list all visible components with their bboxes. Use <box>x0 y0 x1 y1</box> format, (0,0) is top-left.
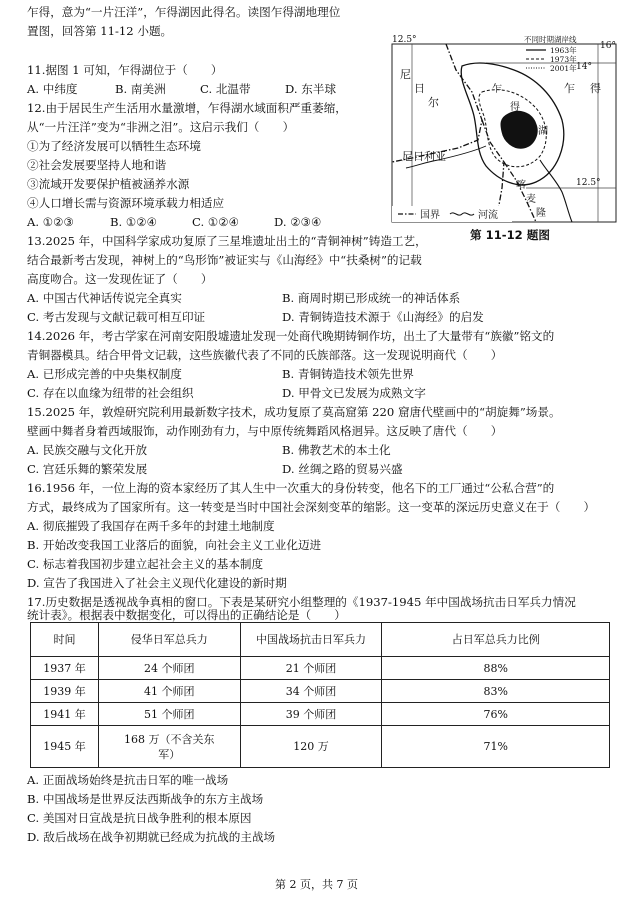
cell-total-line-1: 168 万（不含关东 <box>124 732 215 746</box>
cell-total: 51 个师团 <box>98 703 240 726</box>
cell-total: 24 个师团 <box>98 657 240 680</box>
q12-stem-2: 从“一片汪洋”变为“非洲之泪”。这启示我们（ ） <box>27 120 295 134</box>
q15-option-b: B. 佛教艺术的本土化 <box>282 443 391 457</box>
q12-option-b: B. ①②④ <box>110 215 158 229</box>
cell-year: 1941 年 <box>31 703 99 726</box>
cell-year: 1945 年 <box>31 726 99 768</box>
q15-option-d: D. 丝绸之路的贸易兴盛 <box>282 462 403 476</box>
q16-option-d: D. 宣告了我国进入了社会主义现代化建设的新时期 <box>27 576 287 590</box>
q15-option-a: A. 民族交融与文化开放 <box>27 443 148 457</box>
cell-china: 39 个师团 <box>240 703 382 726</box>
legend-river-label: 河流 <box>478 210 498 221</box>
q16-stem-1: 16.1956 年，一位上海的资本家经历了其人生中一次重大的身份转变，他名下的工厂通过“公私合营”的 <box>27 481 555 495</box>
q17-stem-1: 17.历史数据是透视战争真相的窗口。下表是某研究小组整理的《1937-1945 年中国战场抗击日军兵力情况 <box>27 595 576 609</box>
q17-option-b: B. 中国战场是世界反法西斯战争的东方主战场 <box>27 792 264 806</box>
cell-total-line-2: 军） <box>158 747 181 761</box>
label-lake-1: 乍 <box>492 84 502 95</box>
q16-option-b: B. 开始改变我国工业落后的面貌，向社会主义工业化迈进 <box>27 538 322 552</box>
q13-stem-2: 结合最新考古发现，神树上的“鸟形饰”被证实与《山海经》中“扶桑树”的记载 <box>27 253 422 267</box>
label-cameroon-1: 喀 <box>516 180 526 191</box>
q15-stem-2: 壁画中舞者身着西域服饰，动作刚劲有力，与中原传统舞蹈风格迥异。这反映了唐代（ ） <box>27 424 503 438</box>
header-ratio: 占日军总兵力比例 <box>382 623 610 657</box>
q13-option-d: D. 青铜铸造技术源于《山海经》的启发 <box>282 310 484 324</box>
q13-stem-3: 高度吻合。这一发现佐证了（ ） <box>27 272 213 286</box>
page-number-footer: 第 2 页，共 7 页 <box>275 878 358 891</box>
q15-stem-1: 15.2025 年，敦煌研究院利用最新数字技术，成功复原了莫高窟第 220 窟唐代壁画中的“胡旋舞”场景。 <box>27 405 561 419</box>
q16-stem-2: 方式，最终成为了国家所有。这一转变是当时中国社会深刻变革的缩影。这一变革的深远历史意义在于（ ） <box>27 500 596 514</box>
label-cameroon-3: 隆 <box>536 208 546 219</box>
lon-right-label: 16° <box>600 41 616 51</box>
table-header-row <box>31 623 610 657</box>
lake-chad-map <box>386 30 618 224</box>
q14-option-c: C. 存在以血缘为纽带的社会组织 <box>27 386 194 400</box>
q14-stem-2: 青铜器模具。结合甲骨文记载，这些族徽代表了不同的氏族部落。这一发现说明商代（ ） <box>27 348 503 362</box>
q12-option-c: C. ①②④ <box>192 215 240 229</box>
q16-option-a: A. 彻底摧毁了我国存在两千多年的封建土地制度 <box>27 519 275 533</box>
cell-total <box>98 726 240 768</box>
label-cameroon-2: 麦 <box>526 194 536 205</box>
legend-2001: 2001年 <box>550 64 577 73</box>
q14-option-d: D. 甲骨文已发展为成熟文字 <box>282 386 426 400</box>
table-row <box>31 703 610 726</box>
header-year: 时间 <box>31 623 99 657</box>
lat-bottom-label: 12.5° <box>576 178 601 188</box>
map-caption: 第 11-12 题图 <box>470 228 550 242</box>
q14-option-b: B. 青铜铸造技术领先世界 <box>282 367 414 381</box>
header-china-front: 中国战场抗击日军兵力 <box>240 623 382 657</box>
legend-title: 不同时期湖岸线 <box>524 35 577 44</box>
table-row <box>31 657 610 680</box>
lat-top-label: 14° <box>576 62 592 72</box>
lon-left-label: 12.5° <box>392 35 417 45</box>
label-chad-1: 乍 <box>564 82 575 95</box>
cell-total: 41 个师团 <box>98 680 240 703</box>
q17-option-c: C. 美国对日宣战是抗日战争胜利的根本原因 <box>27 811 252 825</box>
label-niger-1: 尼 <box>400 68 411 81</box>
cell-ratio: 76% <box>382 703 610 726</box>
q12-item-3: ③流域开发要保护植被涵养水源 <box>27 177 190 191</box>
label-chad-2: 得 <box>590 82 601 95</box>
cell-ratio: 71% <box>382 726 610 768</box>
q11-option-a: A. 中纬度 <box>27 82 78 96</box>
q13-option-a: A. 中国古代神话传说完全真实 <box>27 291 182 305</box>
cell-ratio: 88% <box>382 657 610 680</box>
q14-option-a: A. 已形成完善的中央集权制度 <box>27 367 182 381</box>
q17-stem-2: 统计表》。根据表中数据变化，可以得出的正确结论是（ ） <box>27 608 346 622</box>
q12-option-d: D. ②③④ <box>274 215 322 229</box>
troop-statistics-table <box>30 622 610 768</box>
cell-china: 120 万 <box>240 726 382 768</box>
cell-year: 1937 年 <box>31 657 99 680</box>
q17-option-d: D. 敌后战场在战争初期就已经成为抗战的主战场 <box>27 830 276 844</box>
q15-option-c: C. 宫廷乐舞的繁荣发展 <box>27 462 148 476</box>
q11-option-d: D. 东半球 <box>285 82 337 96</box>
q16-option-c: C. 标志着我国初步建立起社会主义的基本制度 <box>27 557 264 571</box>
label-niger-2: 日 <box>414 82 425 95</box>
label-niger-3: 尔 <box>428 96 439 109</box>
cell-ratio: 83% <box>382 680 610 703</box>
legend-border-label: 国界 <box>420 210 440 221</box>
intro-line-2: 置图，回答第 11-12 小题。 <box>27 24 173 38</box>
q17-option-a: A. 正面战场始终是抗击日军的唯一战场 <box>27 773 229 787</box>
q11-option-c: C. 北温带 <box>200 82 251 96</box>
q14-stem-1: 14.2026 年，考古学家在河南安阳殷墟遗址发现一处商代晚期铸铜作坊，出土了大量带有“族徽”铭文的 <box>27 329 555 343</box>
cell-china: 34 个师团 <box>240 680 382 703</box>
q13-option-c: C. 考古发现与文献记载可相互印证 <box>27 310 206 324</box>
header-total-force: 侵华日军总兵力 <box>98 623 240 657</box>
table-row <box>31 680 610 703</box>
cell-year: 1939 年 <box>31 680 99 703</box>
cell-china: 21 个师团 <box>240 657 382 680</box>
q12-item-4: ④人口增长需与资源环境承载力相适应 <box>27 196 225 210</box>
q12-item-2: ②社会发展要坚持人地和谐 <box>27 158 167 172</box>
label-lake-3: 湖 <box>538 126 548 137</box>
q12-stem-1: 12.由于居民生产生活用水量激增，乍得湖水域面积严重萎缩， <box>27 101 347 115</box>
q13-option-b: B. 商周时期已形成统一的神话体系 <box>282 291 461 305</box>
q11-stem: 11.据图 1 可知，乍得湖位于（ ） <box>27 63 223 77</box>
label-lake-2: 得 <box>510 102 520 113</box>
q12-option-a: A. ①②③ <box>27 215 74 229</box>
legend-1963: 1963年 <box>550 46 577 55</box>
q12-item-1: ①为了经济发展可以牺牲生态环境 <box>27 139 201 153</box>
q11-option-b: B. 南美洲 <box>115 82 166 96</box>
legend-1973: 1973年 <box>550 55 577 64</box>
q13-stem-1: 13.2025 年，中国科学家成功复原了三星堆遗址出土的“青铜神树”铸造工艺， <box>27 234 427 248</box>
intro-line-1: 乍得，意为“一片汪洋”，乍得湖因此得名。读图乍得湖地理位 <box>27 5 341 19</box>
label-nigeria: 尼日利亚 <box>402 150 446 163</box>
table-row <box>31 726 610 768</box>
